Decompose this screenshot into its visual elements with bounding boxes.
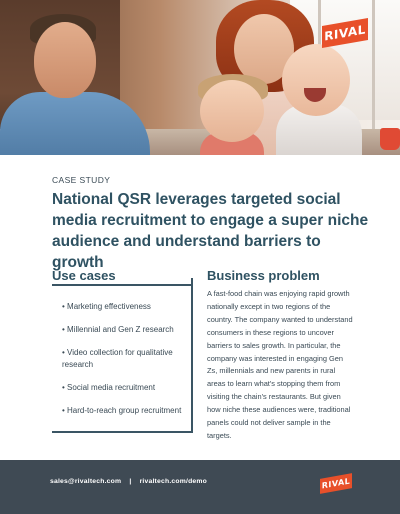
photo-baby-head: [282, 44, 350, 116]
use-cases-heading: Use cases: [52, 268, 116, 283]
list-item: • Marketing effectiveness: [62, 301, 190, 313]
business-problem-heading: Business problem: [207, 268, 320, 283]
footer-links: [50, 478, 207, 485]
use-cases-divider: [52, 284, 192, 286]
footer-email-link[interactable]: sales@rivaltech.com: [50, 478, 122, 485]
photo-window-frame: [372, 0, 375, 130]
list-item: • Social media recruitment: [62, 382, 190, 394]
list-item: • Video collection for qualitative research: [62, 347, 190, 371]
page-title: National QSR leverages targeted social media recruitment to engage a super niche audience and understand barriers to growth: [52, 191, 369, 271]
use-cases-list: [62, 301, 190, 428]
rival-logo: RIVAL: [322, 18, 368, 48]
photo-girl-head: [200, 80, 264, 142]
list-item: • Millennial and Gen Z research: [62, 324, 190, 336]
photo-cup: [380, 128, 400, 150]
rival-footer-logo: RIVAL: [320, 473, 352, 494]
list-item: • Hard-to-reach group recruitment: [62, 405, 190, 417]
case-study-label: CASE STUDY: [52, 175, 111, 185]
photo-father-head: [34, 22, 96, 98]
business-problem-body: A fast-food chain was enjoying rapid growth nationally except in two regions of the country. The company wanted to understand consumers in these regions to uncover barriers to sales growth. In particular, the company was interested in engaging Gen Zs, millennials and new parents in rural areas to learn what's stopping them from visiting the chain's restaurants. But given how niche these audiences were, traditional panels could not deliver sample in the targets.: [207, 289, 353, 440]
footer-separator: |: [129, 478, 132, 485]
photo-father: [0, 92, 150, 155]
footer-demo-link[interactable]: rivaltech.com/demo: [139, 478, 207, 485]
